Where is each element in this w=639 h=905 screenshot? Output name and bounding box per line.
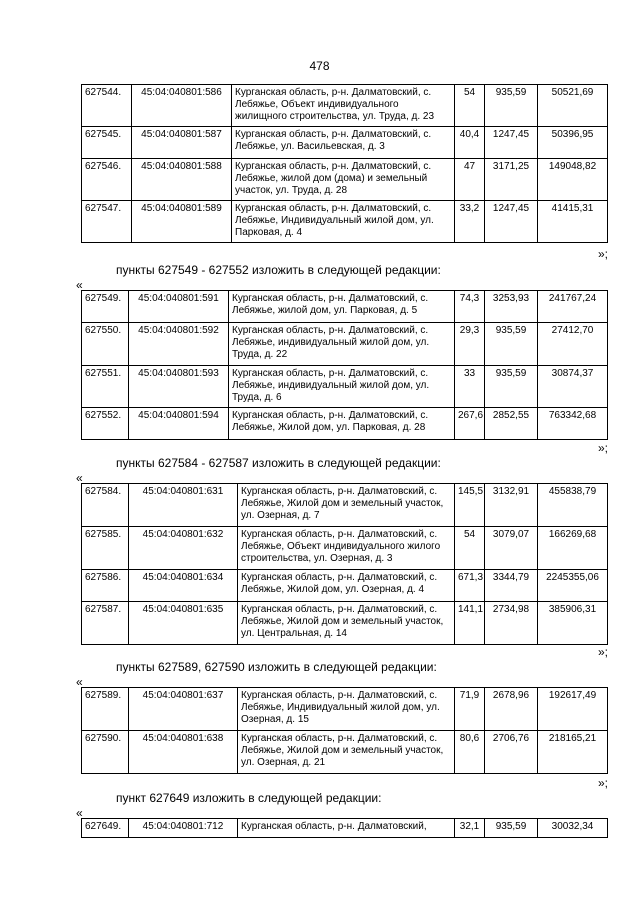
table-row (82, 602, 608, 645)
row-number: 627550. (82, 323, 129, 366)
area: 32,1 (455, 819, 485, 838)
address: Курганская область, р-н. Далматовский, с. Лебяжье, Жилой дом, ул. Озерная, д. 4 (238, 570, 455, 602)
cadastral-number: 45:04:040801:588 (132, 159, 232, 201)
address: Курганская область, р-н. Далматовский, с. Лебяжье, ул. Васильевская, д. 3 (232, 127, 455, 159)
cadastral-value: 218165,21 (538, 731, 608, 774)
address: Курганская область, р-н. Далматовский, с. Лебяжье, Индивидуальный жилой дом, ул. Парковая, д. 4 (232, 201, 455, 243)
area: 71,9 (455, 688, 485, 731)
area: 80,6 (455, 731, 485, 774)
table-row (82, 484, 608, 527)
table-row (82, 819, 608, 838)
page-number: 478 (309, 59, 330, 73)
table-row (82, 85, 608, 127)
address: Курганская область, р-н. Далматовский, с. Лебяжье, Жилой дом и земельный участок, ул. Центральная, д. 14 (238, 602, 455, 645)
unit-price: 3344,79 (485, 570, 538, 602)
closing-quote: »; (598, 645, 609, 659)
area: 47 (455, 159, 485, 201)
area: 54 (455, 85, 485, 127)
cadastral-value: 41415,31 (538, 201, 608, 243)
unit-price: 2706,76 (485, 731, 538, 774)
unit-price: 935,59 (485, 323, 538, 366)
area: 267,6 (455, 408, 485, 440)
address: Курганская область, р-н. Далматовский, с. Лебяжье, индивидуальный жилой дом, ул. Труда, д. 6 (229, 366, 455, 408)
unit-price: 2734,98 (485, 602, 538, 645)
row-number: 627545. (82, 127, 132, 159)
cadastral-value: 50521,69 (538, 85, 608, 127)
address: Курганская область, р-н. Далматовский, с. Лебяжье, Жилой дом, ул. Парковая, д. 28 (229, 408, 455, 440)
cadastral-value: 455838,79 (538, 484, 608, 527)
cadastral-value: 27412,70 (538, 323, 608, 366)
opening-quote: « (76, 806, 83, 820)
area: 29,3 (455, 323, 485, 366)
table-row (82, 688, 608, 731)
row-number: 627590. (82, 731, 129, 774)
table-row (82, 201, 608, 243)
cadastral-table-4 (81, 687, 608, 774)
address: Курганская область, р-н. Далматовский, с. Лебяжье, жилой дом (дома) и земельный участок, ул. Труда, д. 28 (232, 159, 455, 201)
table-row (82, 366, 608, 408)
address: Курганская область, р-н. Далматовский, с. Лебяжье, индивидуальный жилой дом, ул. Труда, д. 22 (229, 323, 455, 366)
row-number: 627585. (82, 527, 129, 570)
row-number: 627544. (82, 85, 132, 127)
row-number: 627586. (82, 570, 129, 602)
table-row (82, 527, 608, 570)
row-number: 627584. (82, 484, 129, 527)
area: 33,2 (455, 201, 485, 243)
cadastral-value: 192617,49 (538, 688, 608, 731)
area: 145,5 (455, 484, 485, 527)
row-number: 627587. (82, 602, 129, 645)
row-number: 627551. (82, 366, 129, 408)
unit-price: 3132,91 (485, 484, 538, 527)
table-row (82, 570, 608, 602)
table-row (82, 291, 608, 323)
opening-quote: « (76, 471, 83, 485)
cadastral-number: 45:04:040801:586 (132, 85, 232, 127)
cadastral-table-2 (81, 290, 608, 440)
closing-quote: »; (598, 441, 609, 455)
area: 74,3 (455, 291, 485, 323)
row-number: 627649. (82, 819, 129, 838)
unit-price: 1247,45 (485, 127, 538, 159)
amendment-instruction: пункты 627589, 627590 изложить в следующей редакции: (116, 660, 437, 674)
area: 40,4 (455, 127, 485, 159)
cadastral-number: 45:04:040801:592 (129, 323, 229, 366)
cadastral-number: 45:04:040801:593 (129, 366, 229, 408)
address: Курганская область, р-н. Далматовский, с. Лебяжье, Объект индивидуального жилищного строительства, ул. Труда, д. 23 (232, 85, 455, 127)
cadastral-table-5 (81, 818, 608, 838)
address: Курганская область, р-н. Далматовский, (238, 819, 455, 838)
row-number: 627546. (82, 159, 132, 201)
row-number: 627547. (82, 201, 132, 243)
address: Курганская область, р-н. Далматовский, с. Лебяжье, жилой дом, ул. Парковая, д. 5 (229, 291, 455, 323)
cadastral-number: 45:04:040801:638 (129, 731, 238, 774)
cadastral-number: 45:04:040801:712 (129, 819, 238, 838)
unit-price: 1247,45 (485, 201, 538, 243)
cadastral-number: 45:04:040801:594 (129, 408, 229, 440)
row-number: 627552. (82, 408, 129, 440)
area: 671,3 (455, 570, 485, 602)
table-row (82, 323, 608, 366)
table-row (82, 408, 608, 440)
cadastral-value: 30032,34 (538, 819, 608, 838)
cadastral-number: 45:04:040801:634 (129, 570, 238, 602)
unit-price: 3253,93 (485, 291, 538, 323)
row-number: 627549. (82, 291, 129, 323)
cadastral-number: 45:04:040801:631 (129, 484, 238, 527)
amendment-instruction: пункт 627649 изложить в следующей редакции: (116, 791, 382, 805)
cadastral-value: 30874,37 (538, 366, 608, 408)
unit-price: 3079,07 (485, 527, 538, 570)
table-row (82, 159, 608, 201)
cadastral-value: 241767,24 (538, 291, 608, 323)
unit-price: 2678,96 (485, 688, 538, 731)
unit-price: 3171,25 (485, 159, 538, 201)
unit-price: 935,59 (485, 85, 538, 127)
table-row (82, 127, 608, 159)
cadastral-value: 2245355,06 (538, 570, 608, 602)
cadastral-value: 763342,68 (538, 408, 608, 440)
table-row (82, 731, 608, 774)
area: 141,1 (455, 602, 485, 645)
cadastral-value: 50396,95 (538, 127, 608, 159)
address: Курганская область, р-н. Далматовский, с. Лебяжье, Объект индивидуального жилого строительства, ул. Озерная, д. 3 (238, 527, 455, 570)
closing-quote: »; (598, 776, 609, 790)
address: Курганская область, р-н. Далматовский, с. Лебяжье, Индивидуальный жилой дом, ул. Озерная, д. 15 (238, 688, 455, 731)
opening-quote: « (76, 675, 83, 689)
cadastral-value: 385906,31 (538, 602, 608, 645)
cadastral-table-1 (81, 84, 608, 243)
address: Курганская область, р-н. Далматовский, с. Лебяжье, Жилой дом и земельный участок, ул. Озерная, д. 21 (238, 731, 455, 774)
area: 54 (455, 527, 485, 570)
cadastral-number: 45:04:040801:587 (132, 127, 232, 159)
address: Курганская область, р-н. Далматовский, с. Лебяжье, Жилой дом и земельный участок, ул. Озерная, д. 7 (238, 484, 455, 527)
cadastral-table-3 (81, 483, 608, 645)
opening-quote: « (76, 278, 83, 292)
amendment-instruction: пункты 627584 - 627587 изложить в следующей редакции: (116, 456, 441, 470)
cadastral-number: 45:04:040801:591 (129, 291, 229, 323)
cadastral-number: 45:04:040801:589 (132, 201, 232, 243)
unit-price: 2852,55 (485, 408, 538, 440)
unit-price: 935,59 (485, 366, 538, 408)
unit-price: 935,59 (485, 819, 538, 838)
area: 33 (455, 366, 485, 408)
cadastral-value: 149048,82 (538, 159, 608, 201)
amendment-instruction: пункты 627549 - 627552 изложить в следующей редакции: (116, 263, 441, 277)
row-number: 627589. (82, 688, 129, 731)
cadastral-number: 45:04:040801:635 (129, 602, 238, 645)
cadastral-number: 45:04:040801:632 (129, 527, 238, 570)
cadastral-number: 45:04:040801:637 (129, 688, 238, 731)
cadastral-value: 166269,68 (538, 527, 608, 570)
closing-quote: »; (598, 247, 609, 261)
